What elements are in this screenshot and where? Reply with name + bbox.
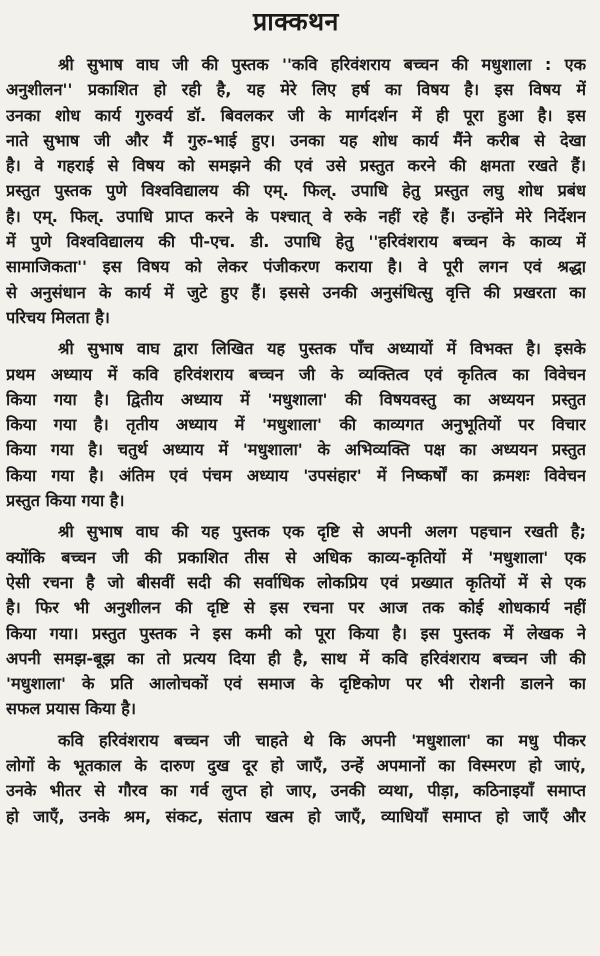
text-line: लोगों के भूतकाल के दारुण दुख दूर हो जाएँ, उन्हें अपमानों का विस्मरण हो जाएं, [6,756,586,776]
text-line: से अनुसंधान के कार्य में जुटे हुए हैं। इससे उनकी अनुसंधित्सु वृत्ति की प्रखरता का [6,282,586,302]
text-line: श्री सुभाष वाघ जी की पुस्तक ''कवि हरिवंशराय बच्चन की मधुशाला : एक [58,55,586,74]
text-line: नाते सुभाष जी और मैं गुरु-भाई हुए। उनका यह शोध कार्य मैंने करीब से देखा [6,130,586,150]
text-line: सामाजिकता'' इस विषय को लेकर पंजीकरण कराया है। वे पूरी लगन एवं श्रद्धा [6,257,586,277]
paragraph [6,519,586,721]
text-line: है। फिर भी अनुशीलन की दृष्टि से इस रचना पर आज तक कोई शोधकार्य नहीं [6,598,586,618]
text-line: किया गया है। तृतीय अध्याय में 'मधुशाला' की काव्यगत अनुभूतियों पर विचार [6,415,586,435]
paragraph [6,336,586,513]
text-line: प्रथम अध्याय में कवि हरिवंशराय बच्चन जी के व्यक्तित्व एवं कृतित्व का विवेचन [6,364,586,384]
text-line: 'मधुशाला' के प्रति आलोचकों एवं समाज के दृष्टिकोण पर भी रोशनी डालने का [6,674,586,694]
text-line: किया गया है। अंतिम एवं पंचम अध्याय 'उपसंहार' में निष्कर्षों का क्रमशः विवेचन [6,465,586,485]
text-line: हो जाएँ, उनके श्रम, संकट, संताप खत्म हो जाएँ, व्याधियाँ समाप्त हो जाएँ और [6,806,586,826]
text-line: में पुणे विश्वविद्यालय की पी-एच. डी. उपाधि हेतु ''हरिवंशराय बच्चन के काव्य में [6,232,586,252]
paragraph [6,52,586,330]
text-line: किया गया। प्रस्तुत पुस्तक ने इस कमी को पूरा किया है। इस पुस्तक में लेखक ने [6,623,586,643]
text-line: किया गया है। चतुर्थ अध्याय में 'मधुशाला' के अभिव्यक्ति पक्ष का अध्ययन प्रस्तुत [6,440,586,460]
text-line: परिचय मिलता है। [6,307,110,327]
text-line: उनके भीतर से गौरव का गर्व लुप्त हो जाए, उनकी व्यथा, पीड़ा, कठिनाइयाँ समाप्त [6,781,586,801]
text-line: है। वे गहराई से विषय को समझने की एवं उसे प्रस्तुत करने की क्षमता रखते हैं। [6,156,586,176]
text-line: उनका शोध कार्य गुरुवर्य डॉ. बिवलकर जी के मार्गदर्शन में ही पूरा हुआ है। इस [6,105,586,125]
text-line: अपनी समझ-बूझ का तो प्रत्यय दिया ही है, साथ में कवि हरिवंशराय बच्चन जी की [6,648,586,668]
text-line: प्रस्तुत किया गया है। [6,491,125,511]
text-line: है। एम्. फिल्. उपाधि प्राप्त करने के पश्चात् वे रुके नहीं रहे हैं। उन्होंने मेरे निर्देशन [6,206,586,226]
text-line: श्री सुभाष वाघ की यह पुस्तक एक दृष्टि से अपनी अलग पहचान रखती है; [58,522,586,542]
text-line: श्री सुभाष वाघ द्वारा लिखित यह पुस्तक पाँच अध्यायों में विभक्त है। इसके [58,339,586,359]
text-line: प्रस्तुत पुस्तक पुणे विश्वविद्यालय की एम्. फिल्. उपाधि हेतु प्रस्तुत लघु शोध प्रबंध [6,181,586,201]
text-line: सफल प्रयास किया है। [6,699,136,719]
paragraph [6,728,586,829]
text-line: अनुशीलन'' प्रकाशित हो रही है, यह मेरे लिए हर्ष का विषय है। इस विषय में [6,80,586,100]
text-line: क्योंकि बच्चन जी की प्रकाशित तीस से अधिक काव्य-कृतियों में 'मधुशाला' एक [6,547,586,567]
text-line: किया गया है। द्वितीय अध्याय में 'मधुशाला' की विषयवस्तु का अध्ययन प्रस्तुत [6,389,586,409]
text-line: कवि हरिवंशराय बच्चन जी चाहते थे कि अपनी 'मधुशाला' का मधु पीकर [58,730,586,750]
text-line: ऐसी रचना है जो बीसवीं सदी की सर्वाधिक लोकप्रिय एवं प्रख्यात कृतियों में से एक [6,572,586,592]
page-title: प्राक्कथन [253,7,339,36]
body-text [6,52,586,829]
